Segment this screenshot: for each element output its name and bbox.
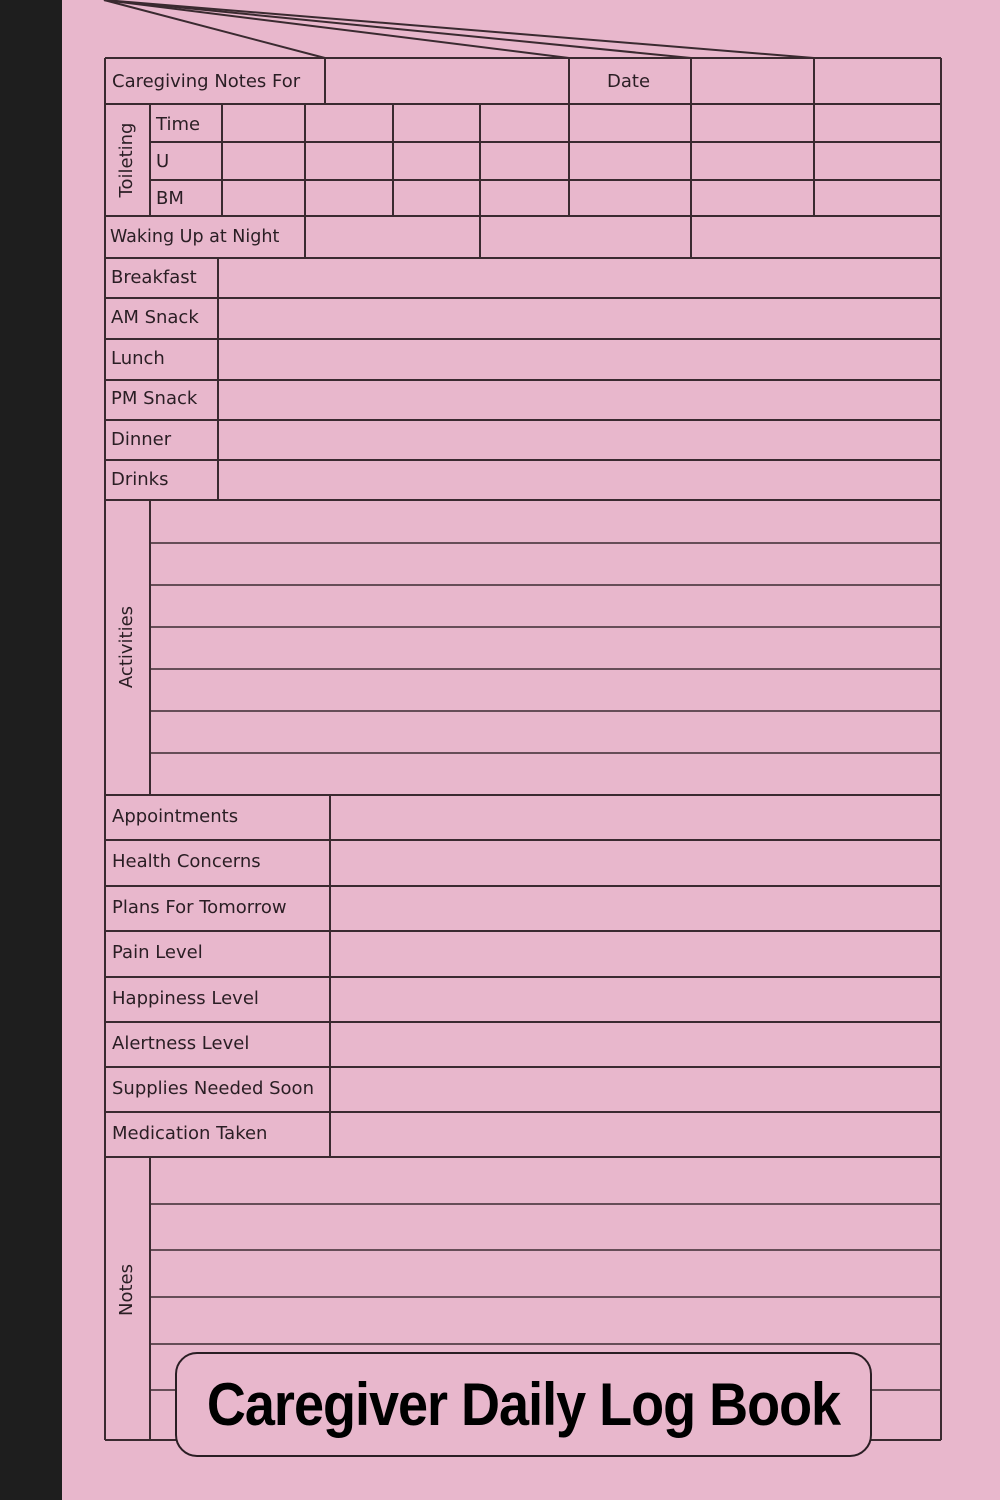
time-label: Time bbox=[156, 114, 201, 135]
status-label-happiness-level: Happiness Level bbox=[112, 988, 259, 1009]
grid-line bbox=[104, 0, 814, 58]
meal-label-pm-snack: PM Snack bbox=[111, 388, 198, 409]
book-title: Caregiver Daily Log Book bbox=[206, 1370, 841, 1439]
activities-label: Activities bbox=[116, 605, 137, 689]
status-label-medication-taken: Medication Taken bbox=[112, 1123, 268, 1144]
meal-label-lunch: Lunch bbox=[111, 348, 165, 369]
status-label-health-concerns: Health Concerns bbox=[112, 851, 261, 872]
u-label: U bbox=[156, 151, 170, 172]
meal-label-am-snack: AM Snack bbox=[111, 307, 199, 328]
grid-line bbox=[104, 0, 569, 58]
status-label-supplies-needed: Supplies Needed Soon bbox=[112, 1078, 314, 1099]
status-label-plans-for-tomorrow: Plans For Tomorrow bbox=[112, 897, 287, 918]
status-label-pain-level: Pain Level bbox=[112, 942, 203, 963]
meal-label-dinner: Dinner bbox=[111, 429, 172, 450]
waking-up-label: Waking Up at Night bbox=[110, 227, 280, 247]
caregiving-notes-for-label: Caregiving Notes For bbox=[112, 71, 301, 92]
meal-label-drinks: Drinks bbox=[111, 469, 169, 490]
status-label-alertness-level: Alertness Level bbox=[112, 1033, 250, 1054]
title-box bbox=[175, 1352, 872, 1457]
date-label: Date bbox=[607, 71, 651, 92]
meal-label-breakfast: Breakfast bbox=[111, 267, 197, 288]
notes-label: Notes bbox=[116, 1264, 137, 1316]
grid-line bbox=[104, 0, 691, 58]
bm-label: BM bbox=[156, 188, 184, 209]
toileting-label: Toileting bbox=[116, 122, 137, 198]
status-label-appointments: Appointments bbox=[112, 806, 239, 827]
